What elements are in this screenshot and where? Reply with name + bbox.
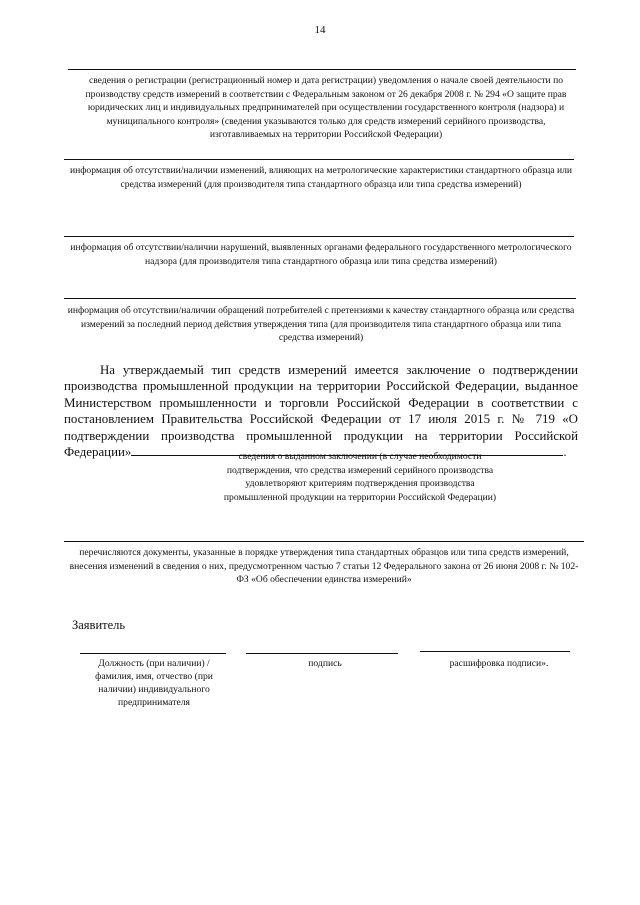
fill-line-documents[interactable] — [64, 541, 584, 542]
conclusion-paragraph — [64, 362, 578, 460]
note-complaints: информация об отсутствии/наличии обращений потребителей с претензиями к качеству стандартного образца или средства измерений за последний период действия утверждения типа (для производителя типа стандартного образца или типа средства измерений) — [67, 305, 575, 344]
note-registration: сведения о регистрации (регистрационный номер и дата регистрации) уведомления о начале своей деятельности по производству средств измерений в соответствии с Федеральным законом от 26 декабря 2008 г. № 294 «О защите прав юридических лиц и индивидуальных предпринимателей при осуществлении государственного контроля (надзора) и муниципального контроля» (сведения указываются только для средств измерений серийного производства, изготавливаемых на территории Российской Федерации) — [85, 75, 567, 141]
signature-label: подпись — [308, 658, 342, 669]
fill-line-signature[interactable] — [246, 653, 398, 654]
fill-line-violations[interactable] — [64, 236, 574, 237]
decoding-label: расшифровка подписи». — [449, 658, 549, 669]
applicant-label: Заявитель — [72, 618, 126, 632]
note-conclusion-info: сведения о выданном заключении (в случае необходимости подтверждения, что средства измерений серийного производства удовлетворяют критериям подтверждения производства промышленной продукции на территории Российской Федерации) — [223, 451, 497, 503]
note-changes: информация об отсутствии/наличии изменений, влияющих на метрологические характеристики стандартного образца или средства измерений (для производителя типа стандартного образца или типа средства измерений) — [69, 165, 573, 190]
position-label: Должность (при наличии) / фамилия, имя, отчество (при наличии) индивидуального предпринимателя — [95, 658, 213, 708]
fill-line-complaints[interactable] — [64, 298, 576, 299]
fill-line-registration[interactable] — [68, 69, 576, 70]
conclusion-period: . — [563, 445, 567, 460]
note-documents: перечисляются документы, указанные в порядке утверждения типа стандартных образцов или типа средств измерений, внесения изменений в сведения о них, предусмотренном частью 7 статьи 12 Федерального закона от 26 июня 2008 г. № 102-ФЗ «Об обеспечении единства измерений» — [69, 547, 579, 586]
fill-line-position[interactable] — [80, 653, 226, 654]
note-violations: информация об отсутствии/наличии нарушений, выявленных органами федерального государственного метрологического надзора (для производителя типа стандартного образца или типа средства измерений) — [70, 242, 572, 267]
fill-line-decoding[interactable] — [420, 651, 570, 652]
conclusion-text: На утверждаемый тип средств измерений имеется заключение о подтверждении производства промышленной продукции на территории Российской Федерации, выданное Министерством промышленности и торговли Российской Федерации в соответствии с постановлением Правительства Российской Федерации от 17 июля 2015 г. № 719 «О подтверждении производства промышленной продукции на территории Российской Федерации» — [64, 363, 578, 460]
fill-line-changes[interactable] — [64, 159, 574, 160]
page-number: 14 — [314, 24, 326, 36]
